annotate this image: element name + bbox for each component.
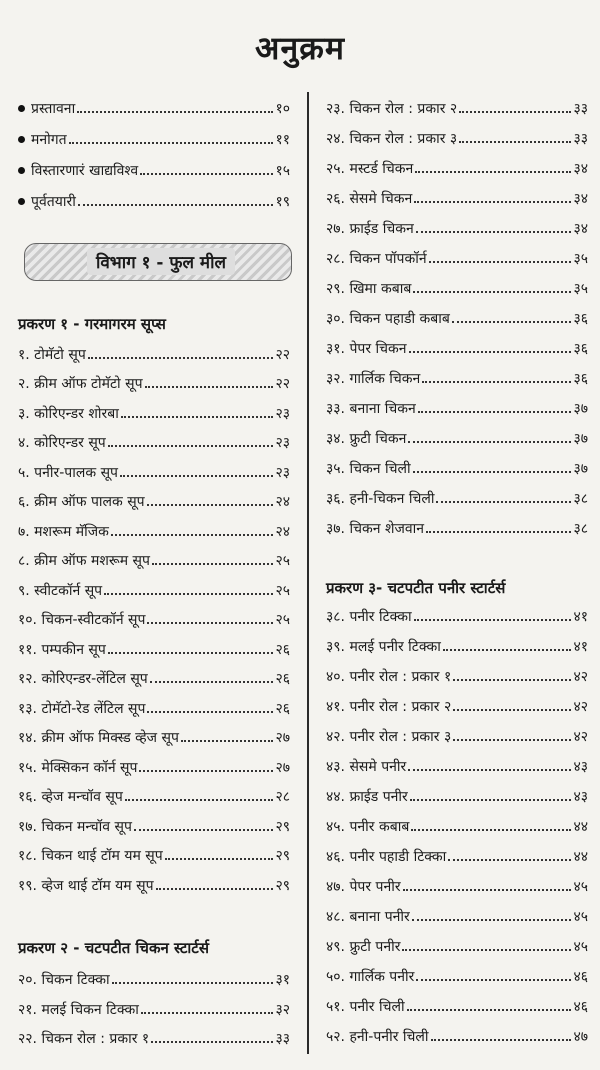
toc-entry [18,603,290,629]
toc-entry [326,690,588,716]
dot-leader [120,475,273,477]
dot-leader [104,593,273,595]
entry-title: ३५. चिकन चिली [326,461,411,477]
toc-entry [326,750,588,776]
entry-page: २२ [275,376,290,392]
bullet-icon [18,167,25,174]
page-title: अनुक्रम [255,29,345,67]
dot-leader [407,1009,572,1011]
entry-title: पूर्वतयारी [31,194,76,210]
entry-title: १६. व्हेज मन्चॉव सूप [18,789,123,805]
entry-page: २५ [275,583,290,599]
toc-entry [18,123,290,149]
dot-leader [443,649,572,651]
dot-leader [453,709,571,711]
entry-page: ३७ [573,461,588,477]
toc-entry [326,92,588,118]
entry-page: ३६ [573,341,588,357]
entry-title: ४९. फ्रुटी पनीर [326,939,401,955]
entry-title: ३९. मलई पनीर टिक्का [326,639,441,655]
entry-title: ७. मशरूम मॅजिक [18,524,109,540]
dot-leader [151,1041,273,1043]
entry-title: ४३. सेसमे पनीर [326,759,407,775]
entry-title: २१. मलई चिकन टिक्का [18,1002,139,1018]
entry-title: ४०. पनीर रोल : प्रकार १ [326,669,452,685]
dot-leader [111,534,274,536]
entry-page: ४२ [573,699,588,715]
entry-title: ४. कोरिएन्डर सूप [18,435,106,451]
toc-entry [326,1020,588,1046]
toc-entry [18,185,290,211]
entry-page: ३५ [573,251,588,267]
dot-leader [402,949,571,951]
toc-entry [18,692,290,718]
entry-title: ४८. बनाना पनीर [326,909,410,925]
dot-leader [431,1039,572,1041]
toc-entry [18,780,290,806]
entry-title: २२. चिकन रोल : प्रकार १ [18,1031,150,1047]
toc-entry [326,660,588,686]
entry-page: २९ [275,848,290,864]
entry-page: २३ [275,465,290,481]
toc-entry [18,456,290,482]
toc-entry [326,720,588,746]
entry-title: २३. चिकन रोल : प्रकार २ [326,101,458,117]
dot-leader [181,740,274,742]
entry-title: ३७. चिकन शेजवान [326,521,425,537]
bullet-icon [18,136,25,143]
entry-page: २७ [275,760,290,776]
entry-title: ३१. पेपर चिकन [326,341,407,357]
entry-page: ४५ [573,909,588,925]
dot-leader [429,261,572,263]
entry-title: ३६. हनी-चिकन चिली [326,491,435,507]
toc-entry [326,900,588,926]
toc-entry [326,182,588,208]
toc-entry [326,482,588,508]
dot-leader [408,769,571,771]
toc-entry [326,840,588,866]
dot-leader [422,381,571,383]
toc-entry [18,338,290,364]
entry-page: २६ [275,671,290,687]
entry-title: ४७. पेपर पनीर [326,879,401,895]
toc-entry [18,662,290,688]
toc-entry [326,332,588,358]
dot-leader [413,471,572,473]
entry-title: १०. चिकन-स्वीटकॉर्न सूप [18,612,146,628]
dot-leader [134,829,273,831]
toc-entry [326,630,588,656]
toc-entry [18,633,290,659]
entry-title: २८. चिकन पॉपकॉर्न [326,251,427,267]
toc-entry [18,963,290,989]
entry-page: ४६ [573,969,588,985]
toc-entry [18,574,290,600]
entry-page: ४४ [573,819,588,835]
toc-entry [18,485,290,511]
entry-page: १५ [275,163,290,179]
entry-page: ४७ [573,1029,588,1045]
toc-entry [326,152,588,178]
entry-title: १७. चिकन मन्चॉव सूप [18,819,132,835]
dot-leader [416,231,572,233]
toc-entry [326,212,588,238]
entry-page: ३३ [573,131,588,147]
entry-page: ३२ [275,1002,290,1018]
entry-page: ३८ [573,521,588,537]
toc-entry [18,154,290,180]
entry-page: २८ [275,789,290,805]
entry-page: ३८ [573,491,588,507]
dot-leader [452,321,572,323]
dot-leader [459,141,571,143]
dot-leader [416,979,571,981]
entry-page: ४५ [573,879,588,895]
dot-leader [411,829,571,831]
dot-leader [403,889,572,891]
entry-page: ३१ [275,972,290,988]
entry-page: ४३ [573,789,588,805]
entry-page: ४२ [573,669,588,685]
entry-page: २६ [275,642,290,658]
entry-page: २३ [275,406,290,422]
dot-leader [121,416,274,418]
dot-leader [147,504,274,506]
toc-entry [326,452,588,478]
dot-leader [426,531,571,533]
toc-entry [326,392,588,418]
entry-title: ३४. फ्रुटी चिकन [326,431,407,447]
dot-leader [145,386,274,388]
entry-page: ३४ [573,161,588,177]
entry-title: ३३. बनाना चिकन [326,401,416,417]
entry-page: ४१ [573,609,588,625]
entry-page: २५ [275,553,290,569]
dot-leader [409,351,572,353]
toc-entry [326,990,588,1016]
toc-entry [326,600,588,626]
dot-leader [415,171,571,173]
dot-leader [414,201,571,203]
dot-leader [147,711,273,713]
toc-entry [18,515,290,541]
entry-page: १० [275,101,290,117]
entry-title: २९. खिमा कबाब [326,281,412,297]
dot-leader [112,982,274,984]
entry-title: २. क्रीम ऑफ टोमॅटो सूप [18,376,143,392]
toc-entry [326,810,588,836]
entry-page: २२ [275,347,290,363]
toc-entry [326,122,588,148]
entry-page: २४ [275,494,290,510]
section-heading-soups: प्रकरण १ - गरमागरम सूप्स [18,315,166,333]
dot-leader [147,622,273,624]
dot-leader [165,858,274,860]
entry-page: २३ [275,435,290,451]
dot-leader [436,501,571,503]
dot-leader [150,681,274,683]
toc-entry [326,272,588,298]
toc-entry [18,544,290,570]
entry-page: ३३ [573,101,588,117]
entry-title: ३२. गार्लिक चिकन [326,371,421,387]
entry-page: ४३ [573,759,588,775]
entry-title: १. टोमॅटो सूप [18,347,86,363]
dot-leader [69,142,274,144]
entry-title: २५. मस्टर्ड चिकन [326,161,414,177]
toc-entry [326,870,588,896]
entry-title: १२. कोरिएन्डर-लेंटिल सूप [18,671,148,687]
dot-leader [414,619,572,621]
dot-leader [108,445,274,447]
entry-title: ३. कोरिएन्डर शोरबा [18,406,119,422]
dot-leader [453,679,571,681]
entry-page: ३३ [275,1031,290,1047]
entry-title: ५०. गार्लिक पनीर [326,969,415,985]
entry-page: ४१ [573,639,588,655]
part-banner-title: विभाग १ - फुल मील [87,248,235,275]
entry-page: १९ [275,194,290,210]
toc-entry [18,751,290,777]
dot-leader [78,204,274,206]
entry-title: १८. चिकन थाई टॉम यम सूप [18,848,163,864]
entry-page: ३६ [573,371,588,387]
toc-entry [18,993,290,1019]
entry-page: २४ [275,524,290,540]
entry-page: २५ [275,612,290,628]
entry-title: ४६. पनीर पहाडी टिक्का [326,849,447,865]
dot-leader [88,357,274,359]
entry-title: प्रस्तावना [31,101,76,117]
entry-page: ४४ [573,849,588,865]
part-banner [24,243,292,281]
toc-entry [326,302,588,328]
entry-title: ६. क्रीम ऑफ पालक सूप [18,494,145,510]
column-divider [307,92,309,1054]
dot-leader [408,441,571,443]
dot-leader [413,291,571,293]
section-heading-chicken-starters: प्रकरण २ - चटपटीत चिकन स्टार्टर्स [18,939,210,957]
toc-entry [18,1022,290,1048]
toc-entry [18,869,290,895]
entry-title: ४४. फ्राईड पनीर [326,789,408,805]
entry-title: १९. व्हेज थाई टॉम यम सूप [18,878,154,894]
entry-page: २९ [275,878,290,894]
entry-title: १४. क्रीम ऑफ मिक्स्ड व्हेज सूप [18,730,179,746]
toc-entry [18,839,290,865]
entry-title: २६. सेसमे चिकन [326,191,413,207]
dot-leader [156,888,274,890]
entry-page: ३६ [573,311,588,327]
dot-leader [412,919,572,921]
dot-leader [152,563,273,565]
toc-entry [326,362,588,388]
dot-leader [108,652,274,654]
entry-page: ३७ [573,431,588,447]
toc-entry [18,397,290,423]
toc-entry [18,92,290,118]
dot-leader [448,859,571,861]
toc-entry [326,242,588,268]
dot-leader [410,799,572,801]
entry-title: मनोगत [31,132,67,148]
entry-page: ४६ [573,999,588,1015]
dot-leader [418,411,572,413]
toc-entry [18,810,290,836]
toc-entry [326,780,588,806]
toc-entry [326,960,588,986]
toc-entry [326,930,588,956]
entry-page: २९ [275,819,290,835]
toc-entry [18,721,290,747]
entry-title: ४५. पनीर कबाब [326,819,410,835]
section-heading-paneer-starters: प्रकरण ३- चटपटीत पनीर स्टार्टर्स [326,579,506,597]
entry-title: ८. क्रीम ऑफ मशरूम सूप [18,553,150,569]
dot-leader [77,111,273,113]
dot-leader [140,173,273,175]
entry-page: ३४ [573,191,588,207]
entry-title: ३८. पनीर टिक्का [326,609,412,625]
entry-title: १५. मेक्सिकन कॉर्न सूप [18,760,138,776]
entry-page: २७ [275,730,290,746]
entry-page: ३४ [573,221,588,237]
entry-page: २६ [275,701,290,717]
entry-title: २७. फ्राईड चिकन [326,221,414,237]
dot-leader [139,770,273,772]
dot-leader [125,799,274,801]
entry-title: ३०. चिकन पहाडी कबाब [326,311,450,327]
bullet-icon [18,105,25,112]
entry-title: ५. पनीर-पालक सूप [18,465,118,481]
dot-leader [141,1012,274,1014]
entry-title: १३. टोमॅटो-रेड लेंटिल सूप [18,701,146,717]
entry-page: ४५ [573,939,588,955]
entry-title: २०. चिकन टिक्का [18,972,110,988]
entry-page: ३५ [573,281,588,297]
entry-title: ५१. पनीर चिली [326,999,405,1015]
entry-title: विस्तारणारं खाद्यविश्व [31,163,139,179]
bullet-icon [18,198,25,205]
entry-page: ४२ [573,729,588,745]
entry-page: ३७ [573,401,588,417]
toc-entry [18,426,290,452]
entry-title: २४. चिकन रोल : प्रकार ३ [326,131,458,147]
toc-entry [326,512,588,538]
dot-leader [453,739,571,741]
entry-title: ४१. पनीर रोल : प्रकार २ [326,699,452,715]
entry-title: ९. स्वीटकॉर्न सूप [18,583,103,599]
entry-title: ५२. हनी-पनीर चिली [326,1029,429,1045]
toc-entry [18,367,290,393]
entry-title: ४२. पनीर रोल : प्रकार ३ [326,729,452,745]
entry-page: ११ [275,132,290,148]
toc-entry [326,422,588,448]
entry-title: ११. पम्पकीन सूप [18,642,106,658]
dot-leader [459,111,571,113]
